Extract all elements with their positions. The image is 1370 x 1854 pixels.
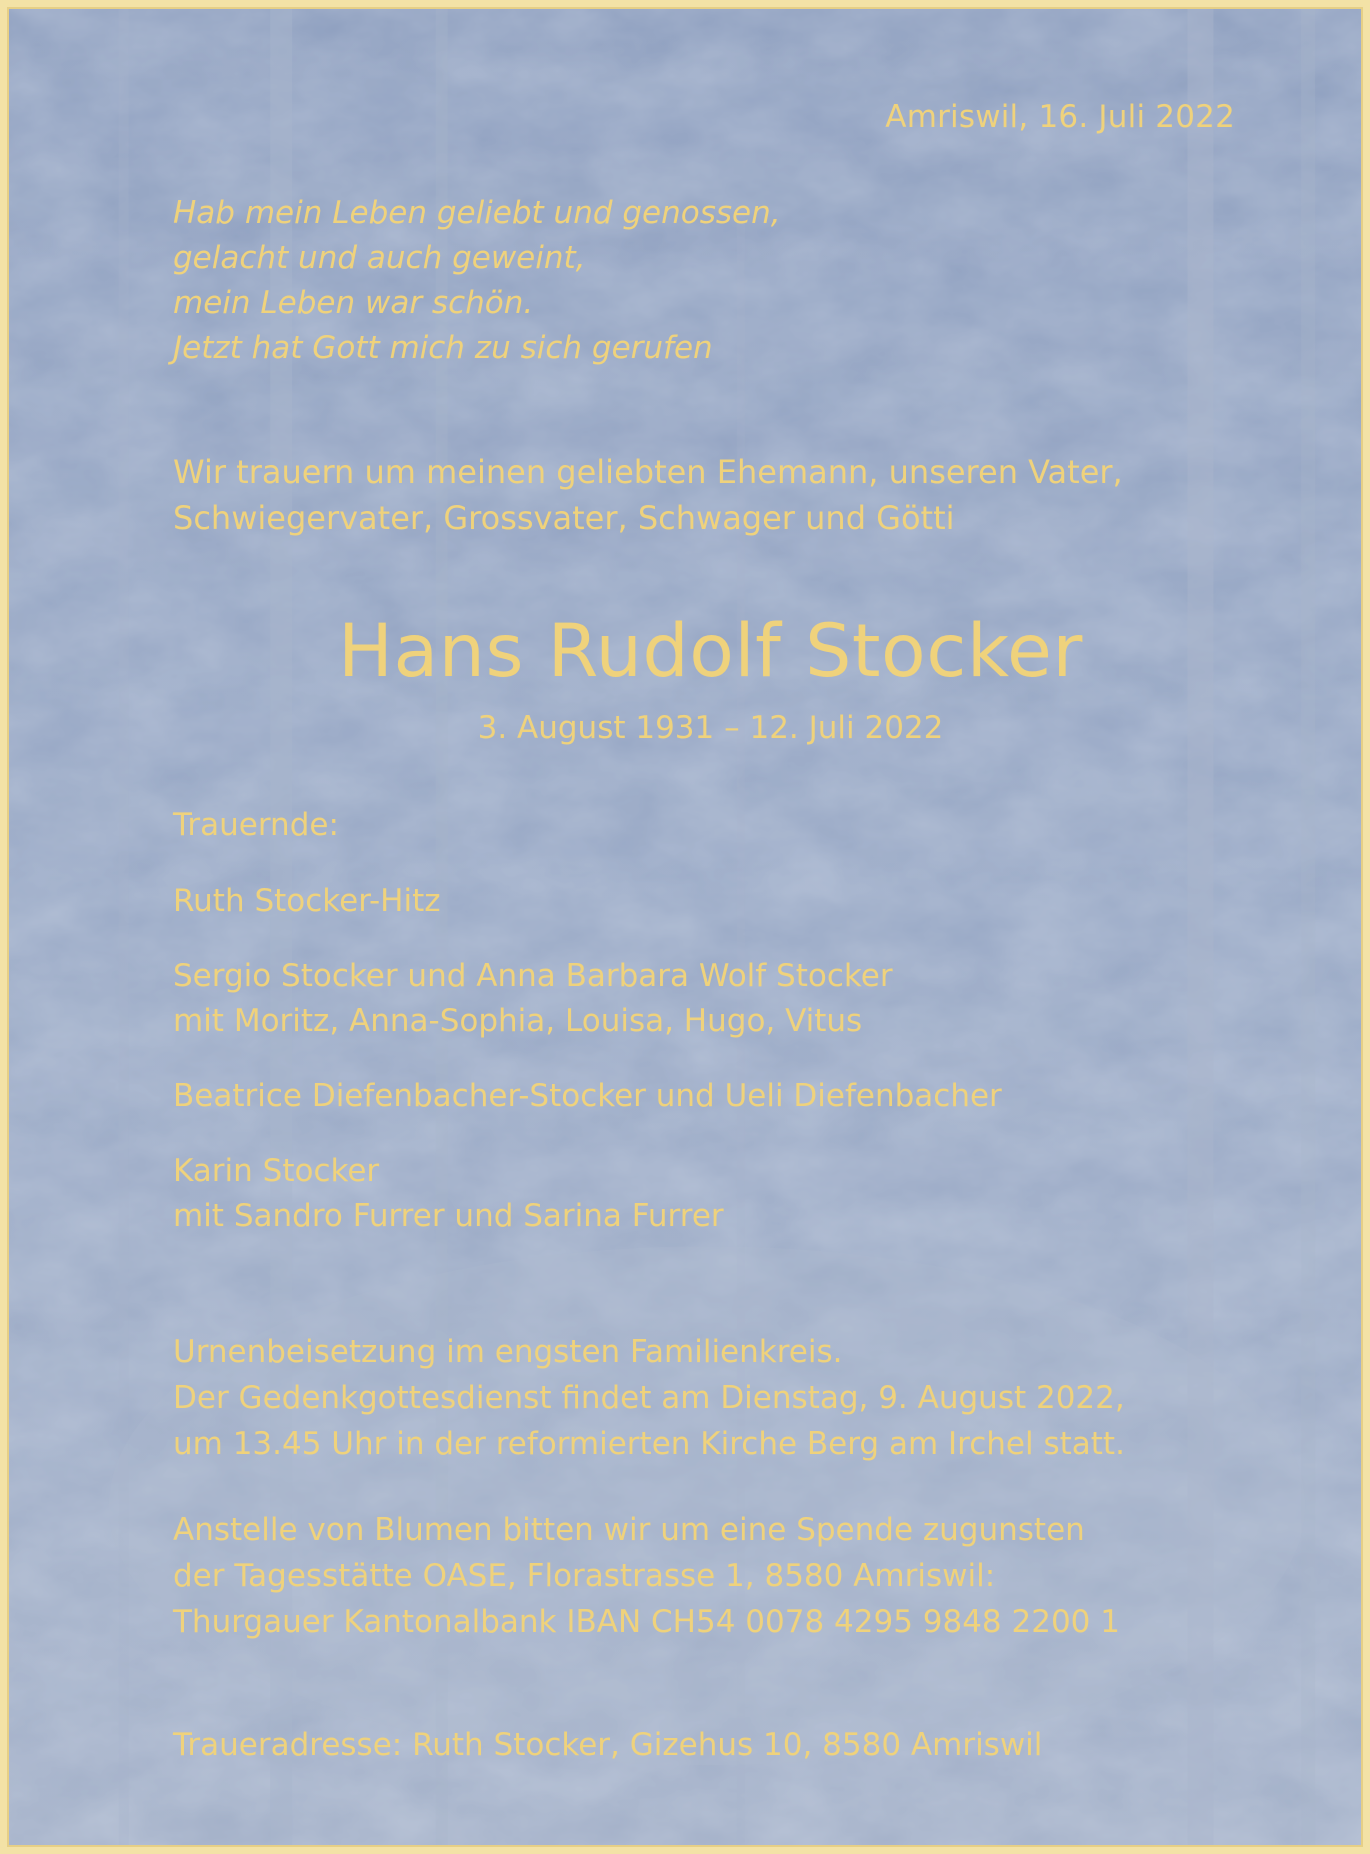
poem — [173, 191, 781, 371]
service-line: Urnenbeisetzung im engsten Familienkreis. — [173, 1334, 843, 1370]
mourners-label: Trauernde: — [173, 807, 339, 843]
life-dates: 3. August 1931 – 12. Juli 2022 — [477, 710, 944, 746]
intro-text — [173, 449, 1123, 541]
intro-line: Wir trauern um meinen geliebten Ehemann, unseren Vater, — [173, 453, 1123, 491]
mourners-list — [173, 879, 1002, 1269]
mourner-entry — [173, 879, 1002, 924]
mourner-line: mit Sandro Furrer und Sarina Furrer — [173, 1198, 724, 1234]
donation-line: der Tagesstätte OASE, Florastrasse 1, 8580 Amriswil: — [173, 1558, 996, 1594]
donation-line: Anstelle von Blumen bitten wir um eine Spende zugunsten — [173, 1512, 1085, 1548]
mourner-line: mit Moritz, Anna-Sophia, Louisa, Hugo, Vitus — [173, 1003, 863, 1039]
mourner-entry — [173, 1149, 1002, 1239]
poem-line: Hab mein Leben geliebt und genossen, — [173, 195, 781, 231]
intro-line: Schwiegervater, Grossvater, Schwager und Götti — [173, 499, 955, 537]
obituary-card — [7, 7, 1363, 1847]
poem-line: gelacht und auch geweint, — [173, 240, 586, 276]
mourning-address: Traueradresse: Ruth Stocker, Gizehus 10, 8580 Amriswil — [173, 1727, 1043, 1763]
poem-line: mein Leben war schön. — [173, 285, 534, 321]
donation-line: Thurgauer Kantonalbank IBAN CH54 0078 4295 9848 2200 1 — [173, 1604, 1120, 1640]
donation-info — [173, 1507, 1120, 1645]
service-line: um 13.45 Uhr in der reformierten Kirche Berg am Irchel statt. — [173, 1426, 1125, 1462]
mourner-entry — [173, 954, 1002, 1044]
poem-line: Jetzt hat Gott mich zu sich gerufen — [173, 330, 713, 366]
mourner-entry — [173, 1074, 1002, 1119]
mourner-line: Ruth Stocker-Hitz — [173, 883, 441, 919]
place-date: Amriswil, 16. Juli 2022 — [885, 99, 1235, 135]
mourner-line: Karin Stocker — [173, 1153, 380, 1189]
deceased-name: Hans Rudolf Stocker — [338, 609, 1083, 694]
mourner-line: Sergio Stocker und Anna Barbara Wolf Stocker — [173, 958, 893, 994]
service-info — [173, 1329, 1125, 1467]
mourner-line: Beatrice Diefenbacher-Stocker und Ueli Diefenbacher — [173, 1078, 1002, 1114]
service-line: Der Gedenkgottesdienst findet am Dienstag, 9. August 2022, — [173, 1380, 1125, 1416]
